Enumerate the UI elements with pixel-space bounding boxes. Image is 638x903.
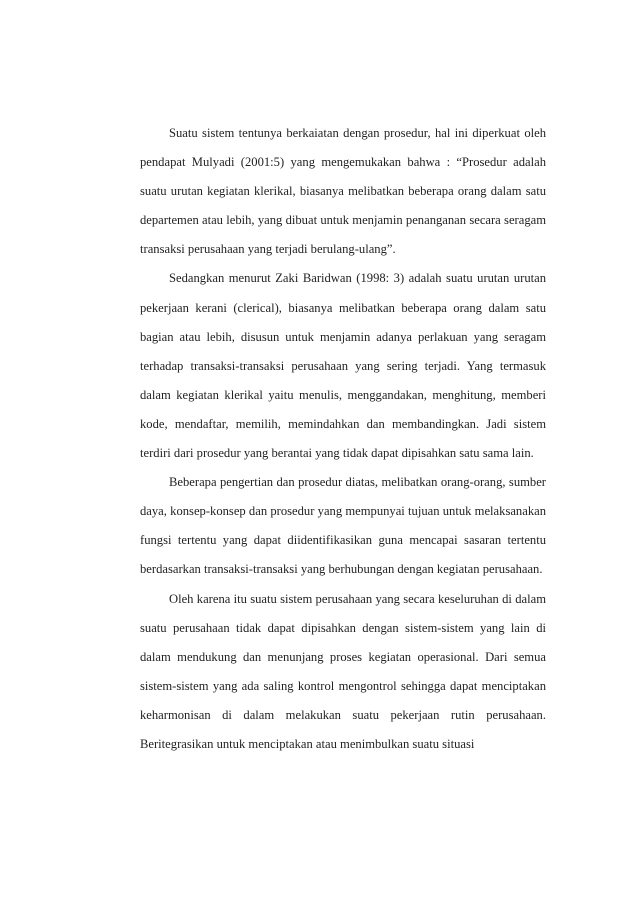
paragraph-3: Beberapa pengertian dan prosedur diatas, melibatkan orang-orang, sumber daya, konsep-konsep dan prosedur yang mempunyai tujuan untuk melaksanakan fungsi tertentu yang dapat diidentifikasikan guna mencapai sasaran tertentu berdasarkan transaksi-transaksi yang berhubungan dengan kegiatan perusahaan.: [140, 475, 546, 577]
paragraph-1: Suatu sistem tentunya berkaiatan dengan prosedur, hal ini diperkuat oleh pendapat Mulyadi (2001:5) yang mengemukakan bahwa : “Prosedur adalah suatu urutan kegiatan klerikal, biasanya melibatkan beberapa orang dalam satu departemen atau lebih, yang dibuat untuk menjamin penanganan secara seragam transaksi perusahaan yang terjadi berulang-ulang”.: [140, 126, 546, 257]
document-body: [140, 119, 546, 759]
paragraph-2: Sedangkan menurut Zaki Baridwan (1998: 3) adalah suatu urutan urutan pekerjaan kerani (clerical), biasanya melibatkan beberapa orang dalam satu bagian atau lebih, disusun untuk menjamin adanya perlakuan yang seragam terhadap transaksi-transaksi perusahaan yang sering terjadi. Yang termasuk dalam kegiatan klerikal yaitu menulis, menggandakan, menghitung, memberi kode, mendaftar, memilih, memindahkan dan membandingkan. Jadi sistem terdiri dari prosedur yang berantai yang tidak dapat dipisahkan satu sama lain.: [140, 271, 546, 461]
paragraph-4: Oleh karena itu suatu sistem perusahaan yang secara keseluruhan di dalam suatu perusahaan tidak dapat dipisahkan dengan sistem-sistem yang lain di dalam mendukung dan menunjang proses kegiatan operasional. Dari semua sistem-sistem yang ada saling kontrol mengontrol sehingga dapat menciptakan keharmonisan di dalam melakukan suatu pekerjaan rutin perusahaan. Beritegrasikan untuk menciptakan atau menimbulkan suatu situasi: [140, 591, 546, 751]
